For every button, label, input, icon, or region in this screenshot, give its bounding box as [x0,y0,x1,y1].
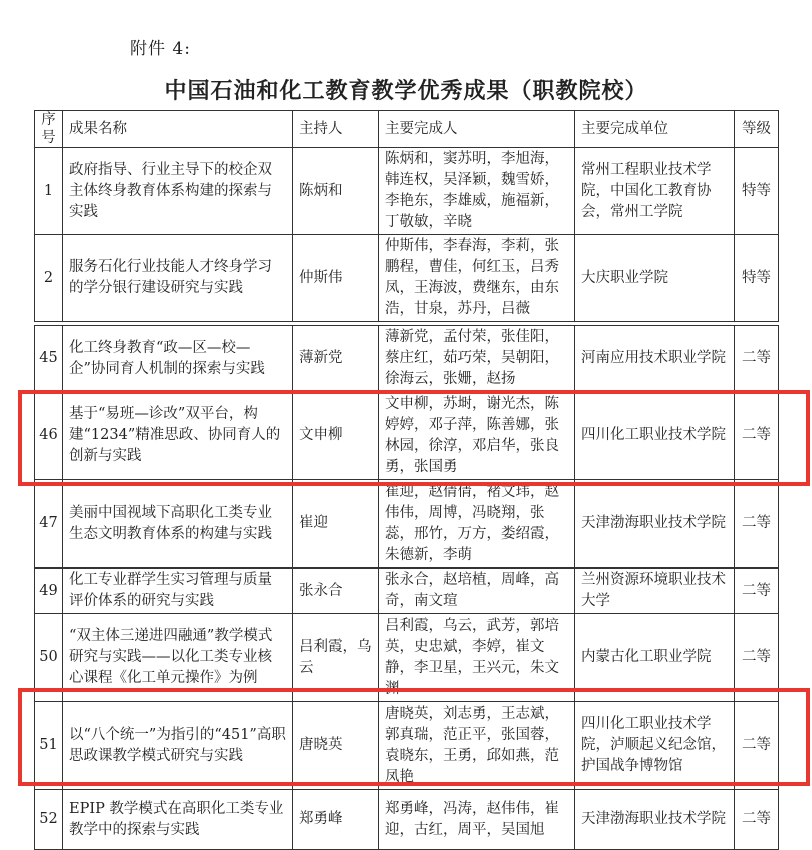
row-unit: 内蒙古化工职业学院 [575,614,735,702]
row-num: 49 [35,569,63,614]
row-unit: 河南应用技术职业学院 [575,326,735,392]
table-row [35,569,779,614]
row-num: 45 [35,326,63,392]
row-name: EPIP 教学模式在高职化工类专业教学中的探索与实践 [63,790,293,850]
table-section-2 [34,326,778,563]
row-host: 张永合 [293,569,379,614]
row-name: 基于“易班—诊改”双平台，构建“1234”精准思政、协同育人的创新与实践 [63,392,293,480]
attachment-label: 附件 4: [130,39,191,59]
header-members: 主要完成人 [379,111,575,148]
row-unit: 四川化工职业技术学院，泸顺起义纪念馆，护国战争博物馆 [575,702,735,790]
document-title: 中国石油和化工教育教学优秀成果（职教院校） [164,78,648,104]
table-row [35,614,779,702]
row-unit: 大庆职业学院 [575,235,735,322]
row-members: 唐晓英，刘志勇，王志斌，郭真瑞，范正平，张国蓉，袁晓东，王勇，邱如燕，范凤艳 [379,702,575,790]
table-row [35,235,779,322]
row-unit: 兰州资源环境职业技术大学 [575,569,735,614]
row-host: 唐晓英 [293,702,379,790]
row-name: 化工终身教育“政—区—校—企”协同育人机制的探索与实践 [63,326,293,392]
row-grade: 二等 [735,392,779,480]
table-row [35,392,779,480]
row-members: 文申柳，苏埘，谢光杰，陈婷婷，邓子萍，陈善娜，张林园，徐淳，邓启华，张良勇，张国勇 [379,392,575,480]
header-num: 序号 [35,111,63,148]
row-host: 薄新党 [293,326,379,392]
header-name: 成果名称 [63,111,293,148]
row-members: 薄新党，孟付荣，张佳阳，蔡庄红，茹巧荣，吴朝阳，徐海云，张姗，赵扬 [379,326,575,392]
row-grade: 特等 [735,235,779,322]
row-host: 陈炳和 [293,148,379,235]
header-host: 主持人 [293,111,379,148]
row-unit: 天津渤海职业技术学院 [575,480,735,568]
row-num: 51 [35,702,63,790]
table-row [35,148,779,235]
row-members: 仲斯伟，李春海，李莉，张鹏程，曹佳，何红玉，吕秀凤，王海波，费继东，由东浩，甘泉，苏丹，吕薇 [379,235,575,322]
row-name: “双主体三递进四融通”教学模式研究与实践——以化工类专业核心课程《化工单元操作》为例 [63,614,293,702]
row-members: 张永合，赵培植，周峰，高奇，南文瑄 [379,569,575,614]
table-row [35,480,779,568]
row-name: 以“八个统一”为指引的“451”高职思政课教学模式研究与实践 [63,702,293,790]
row-members: 崔迎，赵倩倩，褚文玮，赵伟伟，周博，冯晓翔，张蕊，邢竹，万方，娄绍霞，朱德新，李萌 [379,480,575,568]
row-host: 仲斯伟 [293,235,379,322]
row-name: 政府指导、行业主导下的校企双主体终身教育体系构建的探索与实践 [63,148,293,235]
table-section-1 [34,110,778,322]
header-grade: 等级 [735,111,779,148]
row-grade: 二等 [735,702,779,790]
row-grade: 二等 [735,326,779,392]
row-unit: 常州工程职业技术学院，中国化工教育协会，常州工学院 [575,148,735,235]
row-name: 美丽中国视域下高职化工类专业生态文明教育体系的构建与实践 [63,480,293,568]
row-num: 2 [35,235,63,322]
table-section-3 [34,568,778,838]
row-members: 陈炳和，窦苏明，李旭海，韩连权，吴泽颖，魏雪娇，李艳东，李雄威，施福新，丁敬敏，辛晓 [379,148,575,235]
row-members: 郑勇峰，冯涛，赵伟伟，崔迎，古红，周平，吴国旭 [379,790,575,850]
row-unit: 天津渤海职业技术学院 [575,790,735,850]
table-row [35,702,779,790]
table-row [35,790,779,850]
row-host: 吕利霞，乌云 [293,614,379,702]
row-num: 1 [35,148,63,235]
row-num: 46 [35,392,63,480]
row-members: 吕利霞，乌云，武芳，郭培英，史忠斌，李婷，崔文静，李卫星，王兴元，朱文渊 [379,614,575,702]
row-grade: 特等 [735,148,779,235]
row-grade: 二等 [735,790,779,850]
row-num: 50 [35,614,63,702]
header-unit: 主要完成单位 [575,111,735,148]
row-num: 47 [35,480,63,568]
row-host: 文申柳 [293,392,379,480]
row-unit: 四川化工职业技术学院 [575,392,735,480]
row-grade: 二等 [735,569,779,614]
table-header-row [35,111,779,148]
row-num: 52 [35,790,63,850]
row-name: 服务石化行业技能人才终身学习的学分银行建设研究与实践 [63,235,293,322]
row-name: 化工专业群学生实习管理与质量评价体系的研究与实践 [63,569,293,614]
row-host: 崔迎 [293,480,379,568]
row-host: 郑勇峰 [293,790,379,850]
row-grade: 二等 [735,480,779,568]
table-row [35,326,779,392]
row-grade: 二等 [735,614,779,702]
